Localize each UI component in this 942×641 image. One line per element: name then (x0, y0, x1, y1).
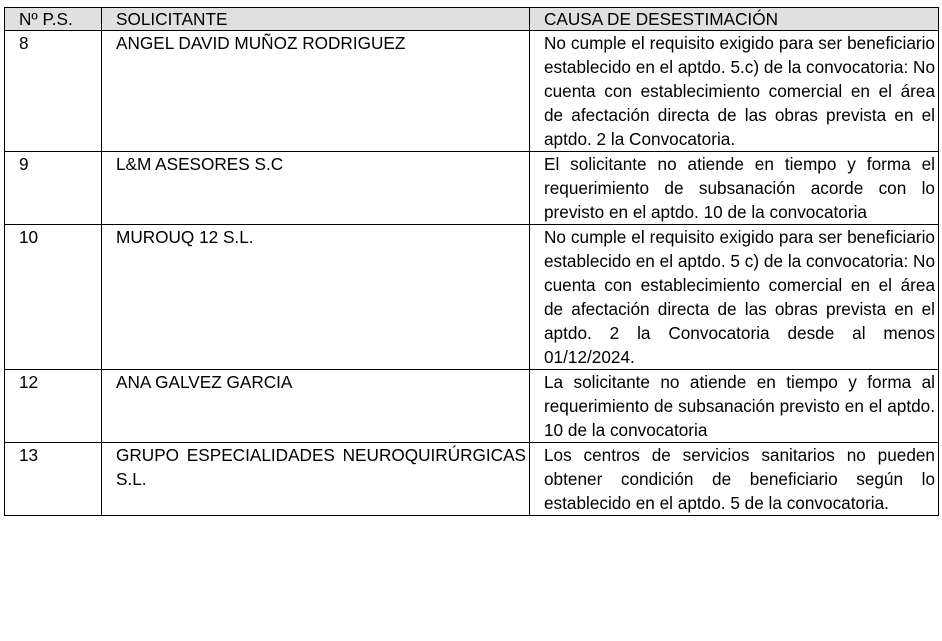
cell-applicant: GRUPO ESPECIALIDADES NEUROQUIRÚRGICAS S.L. (102, 443, 530, 516)
table-row (5, 443, 939, 516)
table-row (5, 31, 939, 152)
header-cause: CAUSA DE DESESTIMACIÓN (530, 8, 939, 31)
cell-number: 8 (5, 31, 102, 152)
table-row (5, 225, 939, 370)
table-row (5, 152, 939, 225)
cell-applicant: MUROUQ 12 S.L. (102, 225, 530, 370)
header-number: Nº P.S. (5, 8, 102, 31)
table-body (5, 31, 939, 516)
cell-number: 10 (5, 225, 102, 370)
table-row (5, 370, 939, 443)
header-applicant: SOLICITANTE (102, 8, 530, 31)
cell-cause: La solicitante no atiende en tiempo y forma al requerimiento de subsanación previsto en el aptdo. 10 de la convocatoria (530, 370, 939, 443)
cell-applicant: ANA GALVEZ GARCIA (102, 370, 530, 443)
dismissal-table (4, 7, 939, 516)
table-header (5, 8, 939, 31)
cell-number: 9 (5, 152, 102, 225)
cell-cause: No cumple el requisito exigido para ser beneficiario establecido en el aptdo. 5.c) de la convocatoria: No cuenta con establecimiento comercial en el área de afectación directa de las obras prevista en el aptdo. 2 la Convocatoria. (530, 31, 939, 152)
cell-number: 12 (5, 370, 102, 443)
cell-cause: Los centros de servicios sanitarios no pueden obtener condición de beneficiario según lo establecido en el aptdo. 5 de la convocatoria. (530, 443, 939, 516)
cell-applicant: ANGEL DAVID MUÑOZ RODRIGUEZ (102, 31, 530, 152)
cell-number: 13 (5, 443, 102, 516)
header-row (5, 8, 939, 31)
cell-cause: El solicitante no atiende en tiempo y forma el requerimiento de subsanación acorde con lo previsto en el aptdo. 10 de la convocatoria (530, 152, 939, 225)
cell-cause: No cumple el requisito exigido para ser beneficiario establecido en el aptdo. 5 c) de la convocatoria: No cuenta con establecimiento comercial en el área de afectación directa de las obras prevista en el aptdo. 2 la Convocatoria desde al menos 01/12/2024. (530, 225, 939, 370)
cell-applicant: L&M ASESORES S.C (102, 152, 530, 225)
